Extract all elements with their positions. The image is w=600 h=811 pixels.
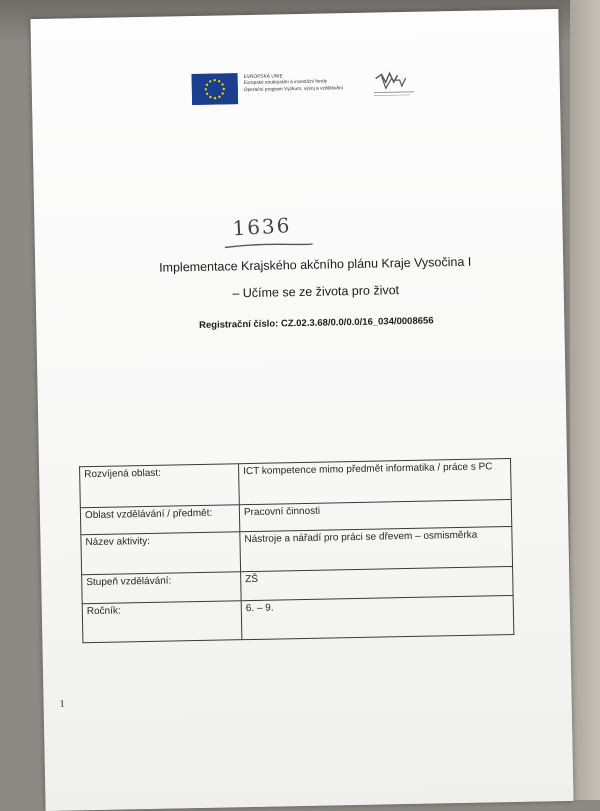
document-subtitle: – Učíme se ze života pro život: [232, 283, 400, 301]
msmt-logo-icon: [369, 70, 418, 101]
header-logos: [192, 70, 423, 108]
eu-program-text: [244, 73, 364, 95]
eu-flag-icon: [192, 73, 239, 105]
table-row: [82, 595, 514, 642]
registration-number: Registrační číslo: CZ.02.3.68/0.0/0.0/16_034/0008656: [199, 315, 434, 331]
table-label: Název aktivity:: [81, 532, 241, 575]
table-label: Rozvíjená oblast:: [80, 464, 240, 508]
table-label: Ročník:: [82, 601, 242, 643]
table-value: 6. – 9.: [241, 595, 514, 639]
table-value: Nástroje a nářadí pro práci se dřevem – osmisměrka: [240, 526, 513, 571]
page-number: 1: [59, 698, 65, 710]
table-value: ZŠ: [241, 566, 514, 600]
eu-line: Evropské strukturální a investiční fondy: [243, 79, 328, 87]
table-label: Oblast vzdělávání / předmět:: [80, 505, 239, 535]
table-value: ICT kompetence mimo předmět informatika / práce s PC: [239, 459, 512, 505]
table-label: Stupeň vzdělávání:: [82, 572, 242, 604]
desk-edge: [570, 0, 600, 800]
activity-info-table: [79, 458, 514, 643]
handwritten-underline: [223, 242, 315, 250]
document-page: [30, 9, 573, 811]
eu-line: EVROPSKÁ UNIE: [243, 74, 283, 81]
handwritten-number: 1636: [231, 213, 292, 241]
eu-line: Operační program Výzkum, vývoj a vzdělávání: [243, 85, 344, 93]
document-title: Implementace Krajského akčního plánu Kraje Vysočina I: [158, 254, 472, 275]
table-value: Pracovní činnosti: [239, 499, 511, 531]
